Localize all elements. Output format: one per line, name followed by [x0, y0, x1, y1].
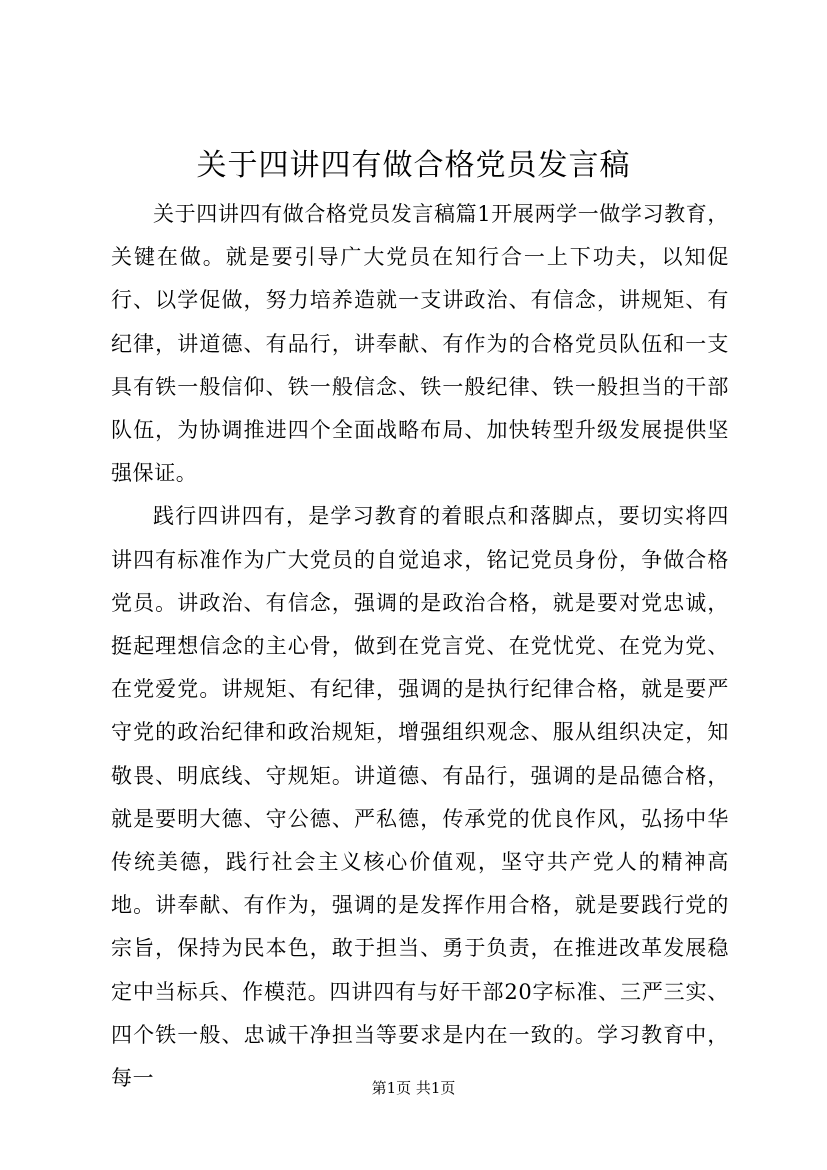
paragraph-2: 践行四讲四有，是学习教育的着眼点和落脚点，要切实将四讲四有标准作为广大党员的自觉追求，铭记党员身份，争做合格党员。讲政治、有信念，强调的是政治合格，就是要对党忠诚，挺起理想信念的主心骨，做到在党言党、在党忧党、在党为党、在党爱党。讲规矩、有纪律，强调的是执行纪律合格，就是要严守党的政治纪律和政治规矩，增强组织观念、服从组织决定，知敬畏、明底线、守规矩。讲道德、有品行，强调的是品德合格，就是要明大德、守公德、严私德，传承党的优良作风，弘扬中华传统美德，践行社会主义核心价值观，坚守共产党人的精神高地。讲奉献、有作为，强调的是发挥作用合格，就是要践行党的宗旨，保持为民本色，敢于担当、勇于负责，在推进改革发展稳定中当标兵、作模范。四讲四有与好干部20字标准、三严三实、四个铁一般、忠诚干净担当等要求是内在一致的。学习教育中，每一 — [111, 504, 729, 1091]
document-body — [111, 193, 729, 1100]
paragraph-1: 关于四讲四有做合格党员发言稿篇1开展两学一做学习教育，关键在做。就是要引导广大党员在知行合一上下功夫，以知促行、以学促做，努力培养造就一支讲政治、有信念，讲规矩、有纪律，讲道德、有品行，讲奉献、有作为的合格党员队伍和一支具有铁一般信仰、铁一般信念、铁一般纪律、铁一般担当的干部队伍，为协调推进四个全面战略布局、加快转型升级发展提供坚强保证。 — [111, 202, 729, 486]
document-title: 关于四讲四有做合格党员发言稿 — [196, 148, 631, 183]
page-footer: 第1页 共1页 — [371, 1079, 456, 1097]
